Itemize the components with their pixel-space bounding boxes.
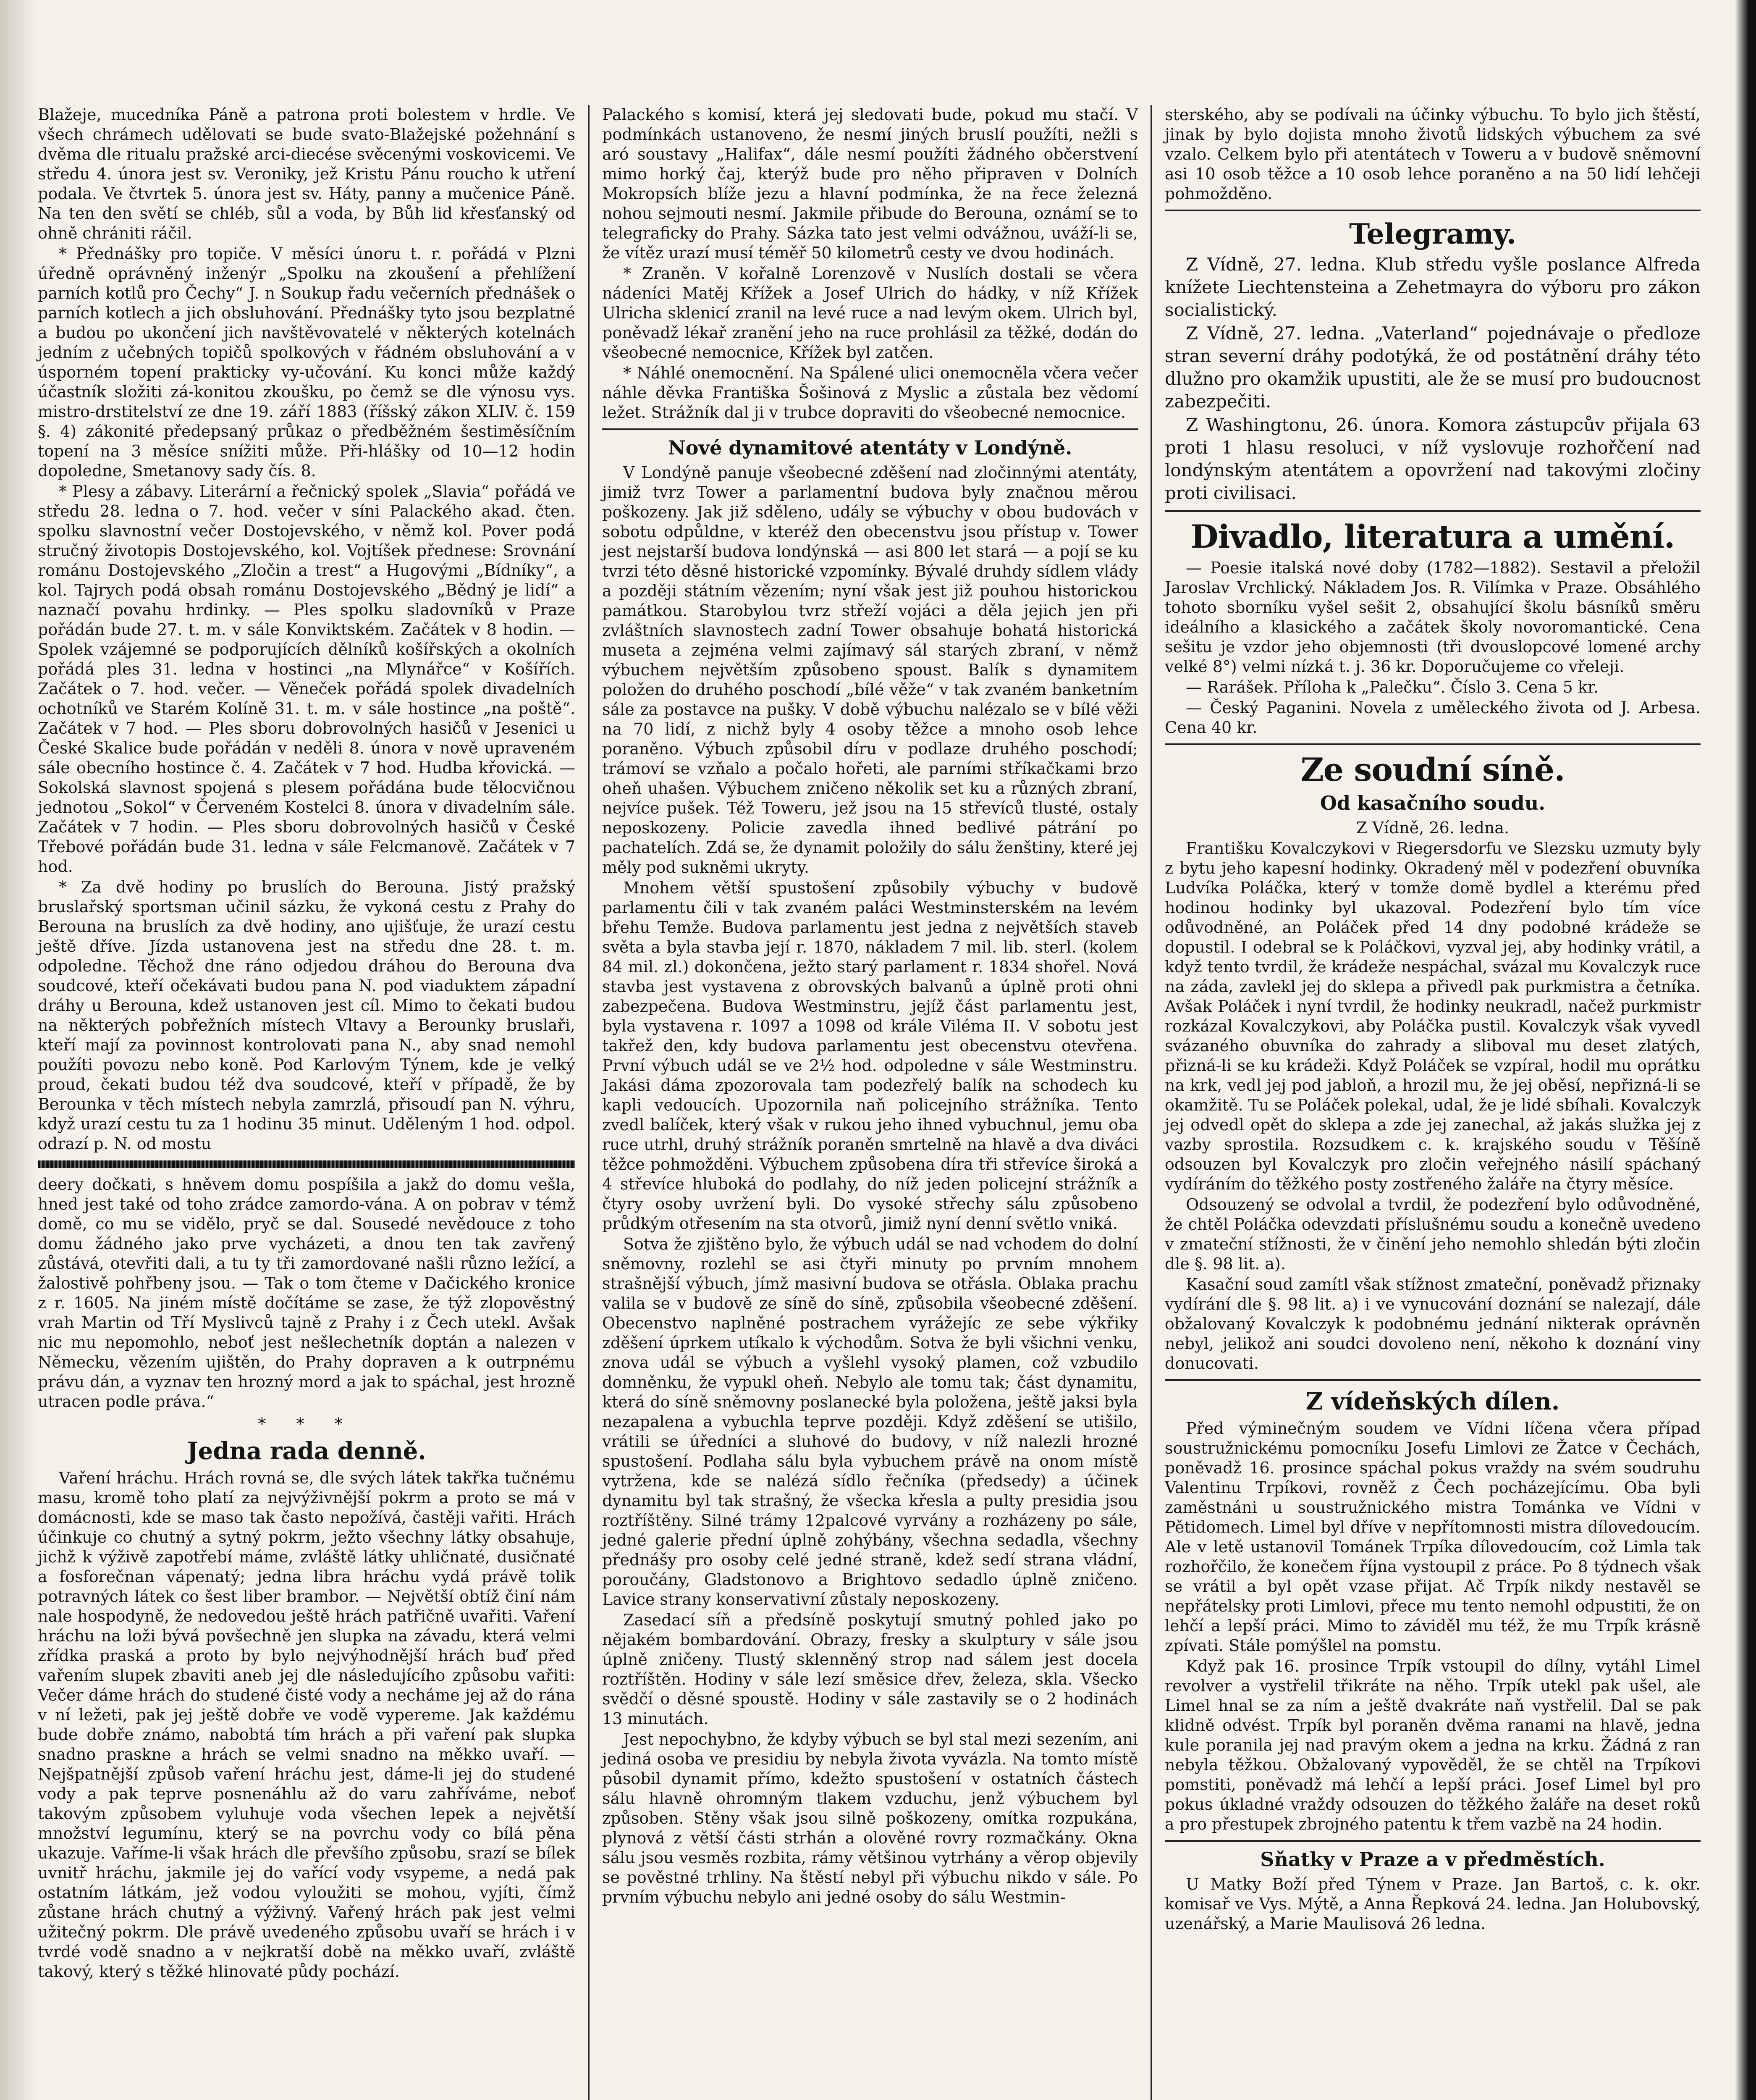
paragraph: Kasační soud zamítl však stížnost zmateční, poněvadž přiznaky vydírání dle §. 98 lit. a) i ve vynucování doznání se nalezají, dále obžalovaný Kovalczyk k podobnému jednání nikterak oprávněn nebyl, jelikož ani soudci dovoleno není, někoho k doznání viny donucovati. xyxy=(1165,1275,1701,1373)
paragraph: sterského, aby se podívali na účinky výbuchu. To bylo jich štěstí, jinak by bylo dojista mnoho životů lidských výbuchem za své vzalo. Celkem bylo při atentátech v Toweru a v budově sněmovní asi 10 osob těžce a 10 osob lehce poraněno a na 50 lidí lehčeji pohmožděno. xyxy=(1165,105,1701,203)
paragraph: — Rarášek. Příloha k „Palečku“. Číslo 3. Cena 5 kr. xyxy=(1186,678,1599,696)
section-rule xyxy=(1165,1379,1701,1381)
telegrams xyxy=(1165,253,1701,504)
section-subheading: Od kasačního soudu. xyxy=(1320,792,1546,814)
paragraph: Jest nepochybno, že kdyby výbuch se byl stal mezi sezením, ani jediná osoba ve presidiu by nebyla života vyvázla. Na tomto místě působil dynamit přímo, kdežto spustošení v ostatních částech sálu hlavně ohromným tlakem vzduchu, jenž výbuchem byl způsoben. Stěny však jsou silně poškozeny, omítka rozpukána, plynová z větší části strhán a olověné rovry rozmačkány. Okna sálu jsou vesměs rozbita, rámy většinou vytrhány a věrop objevily se pověstné trhliny. Na štěstí nebyl při výbuchu nikdo v sále. Po prvním výbuchu nebylo ani jedné osoby do sálu Westmin- xyxy=(602,1730,1138,1906)
paragraph: U Matky Boží před Týnem v Praze. Jan Bartoš, c. k. okr. komisař ve Vys. Mýtě, a Anna Řepková 24. ledna. Jan Holubovský, uzenářský, a Marie Maulisová 26 ledna. xyxy=(1165,1875,1701,1933)
column-1 xyxy=(25,105,588,2100)
section-heading: Ze soudní síně. xyxy=(1300,751,1565,788)
page-edge-right xyxy=(1735,0,1756,2100)
section-rule xyxy=(1165,1840,1701,1842)
paragraph: Odsouzený se odvolal a tvrdil, že podezření bylo odůvodněné, že chtěl Poláčka odevzdati příslušnému soudu a konečně uvedeno v zmateční stížnosti, že v činění jeho nemohlo shledán býti zločin dle §. 98 lit. a). xyxy=(1165,1195,1701,1273)
section-heading: Z vídeňských dílen. xyxy=(1305,1388,1560,1415)
paragraph: deery dočkati, s hněvem domu pospíšila a jakž do domu vešla, hned jest také od toho zrádce zamordo-vána. A on pobrav v témž domě, co mu se vidělo, pryč se dal. Sousedé nevědouce z toho domu žádného jako prve vycházeti, a dnou ten tak zavřený zůstává, otevřiti dali, a tu ty tři zamordované našli různo ležící, a žalostivě pohřbeny jsou. — Tak o tom čteme v Dačického kronice z r. 1605. Na jiném místě dočítáme se zase, že týž zlopověstný vrah Martin od Tří Myslivců tajně z Prahy i z Čech utekl. Avšak nic mu nepomohlo, neboť jest nešlechetník doptán a nalezen v Německu, vězením ujištěn, do Prahy dopraven a k outrpnému právu dán, a vyznav ten hrozný mord a jak to spáchal, jest hrozně utracen podle práva.“ xyxy=(38,1175,575,1411)
section-rule xyxy=(1165,510,1701,512)
paragraph: * Za dvě hodiny po bruslích do Berouna. Jistý pražský bruslařský sportsman učinil sázku, že vykoná cestu z Prahy do Berouna na bruslích za dvě hodiny, ano ujišťuje, že urazí cestu ještě dříve. Jízda ustanovena jest na středu dne 28. t. m. odpoledne. Těchož dne ráno odjedou dráhou do Berouna dva soudcové, kteří očekávati budou pana N. pod viaduktem západní dráhy u Berouna, kdež ustanoven jest cíl. Mimo to čekati budou na některých pobřežních místech Vltavy a Berounky bruslaři, kteří mají za povinnost kontrolovati pana N., aby snad nemohl použíti povozu nebo koně. Pod Karlovým Týnem, kde je velký proud, čekati budou též dva soudcové, kteří v případě, že by Berounka v těch místech nebyla zamrzlá, přisoudí pan N. výhru, když urazí cestu tu za 1 hodinu 35 minut. Uděleným 1 hod. odpol. odrazí p. N. od mostu xyxy=(38,878,575,1153)
paragraph: Vaření hráchu. Hrách rovná se, dle svých látek takřka tučnému masu, kromě toho platí za nejvýživnější pokrm a proto se má v domácnosti, kde se maso tak často nepožívá, častěji vařiti. Hrách účinkuje co chutný a sytný pokrm, ježto všechny látky obsahuje, jichž k výživě zapotřebí máme, zvláště látky uhličnaté, dusičnaté a fosforečnan vápenatý; jedna libra hráchu vydá právě tolik potravných látek co šest liber brambor. — Největší obtíž činí nám nale hospodyně, že nedovedou ještě hrách patřičně uvařiti. Vaření hráchu na loži bývá povšechně jen slupka na závadu, která velmi zřídka praská a proto by bylo nejvýhodnější hrách buď před vařením slupek zbaviti aneb jej dle následujícího způsobu vařiti: Večer dáme hrách do studené čisté vody a necháme jej až do rána v ní ležeti, pak jej ještě dobře ve vodě vypereme. Jak každému bude dobře známo, nabobtá tím hrách a při vaření pak slupka snadno praskne a hrách se velmi snadno na měkko uvaří. — Nejšpatnější způsob vaření hráchu jest, dáme-li jej do studené vody a pak teprve posnenáhlu až do varu zahříváme, neboť takovým způsobem vyluhuje voda všechen lepek a největší množství legumínu, který se na povrchu vody co bílá pěna ukazuje. Vaříme-li však hrách dle převšího způsobu, srazí se bílek uvnitř hráchu, jakmile jej do vařící vody vsypeme, a nedá pak ostatním látkám, jež vodou vyloužiti se mohou, vyjíti, čímž zůstane hrách chutný a výživný. Vařený hrách pak jest velmi užitečný pokrm. Dle právě uvedeného způsobu uvaří se hrách i v tvrdé vodě snadno a v nejkratší době na měkko uvaří, zvláště takový, který s těžké hlinovaté půdy pochází. xyxy=(38,1469,575,1981)
paragraph: V Londýně panuje všeobecné zděšení nad zločinnými atentáty, jimiž tvrz Tower a parlamentní budova byly značnou měrou poškozeny. Jak již sděleno, udály se výbuchy v obou budovách v sobotu odpůldne, v kteréž den obecenstvu jsou přístup v. Tower jest nejstarší budova londýnská — asi 800 let stará — a pojí se ku tvrzi této děsné historické vzpomínky. Bývalé druhdy sídlem vlády a později státním vězením; nyní však jest již pouhou historickou památkou. Starobylou tvrz střeží vojáci a děla jejich jen při zvláštních slavnostech zadní Tower obsahuje bohatá historická museta a zejména velmi zajímavý sál starých zbraní, v němž výbuchem největším způsobeno spoust. Balík s dynamitem položen do druhého poschodí „bílé věže“ v tak zvaném banketním sále za postavce na pušky. V době výbuchu nalézalo se v bílé věži na 70 lidí, z nichž byly 4 osoby těžce a mnoho osob lehce poraněno. Výbuch způsobil díru v podlaze druhého poschodí; trámoví se vzňalo a počalo hořeti, ale parními stříkačkami brzo oheň uhašen. Výbuchem zničeno několik set ku a různých zbraní, nejvíce pušek. Též Toweru, jež jsou na 15 střevíců tlusté, ostaly neposkozeny. Policie zavedla ihned bedlivé pátrání po pachatelích. Zdá se, že dynamit položily do sálu ženštiny, které jej měly pod sukněmi ukryty. xyxy=(602,463,1138,877)
paragraph: * Zraněn. V kořalně Lorenzově v Nuslích dostali se včera nádeníci Matěj Křížek a Josef Ulrich do hádky, v níž Křížek Ulricha sklenicí zranil na levé ruce a nad levým okem. Ulrich byl, poněvadž lékař zranění jeho na ruce prohlásil za těžké, dodán do všeobecné nemocnice, Křížek byl zatčen. xyxy=(602,264,1138,362)
section-rule xyxy=(602,428,1138,430)
telegram-item: Z Washingtonu, 26. února. Komora zástupcův přijala 63 proti 1 hlasu resoluci, v níž vyslovuje rozhořčení nad londýnským atentátem a opovržení nad takovými zločiny proti civilisaci. xyxy=(1165,415,1701,503)
paragraph: — Český Paganini. Novela z uměleckého života od J. Arbesa. Cena 40 kr. xyxy=(1165,698,1701,737)
section-rule xyxy=(38,1160,575,1168)
telegram-item: Z Vídně, 27. ledna. „Vaterland“ pojednávaje o předloze stran severní dráhy podotýká, že od postátnění dráhy této dlužno pro okamžik upustiti, ale že se musí pro budoucnost zabezpečiti. xyxy=(1165,323,1701,412)
paragraph: Františku Kovalczykovi v Riegersdorfu ve Slezsku uzmuty byly z bytu jeho kapesní hodinky. Okradený měl v podezření obuvníka Ludvíka Poláčka, který v tomže domě bydlel a kterému před hodinou hodinky byl ukazoval. Podezření bylo tím více odůvodněné, an Poláček před 14 dny podobné krádeže se dopustil. I odebral se k Poláčkovi, vyzval jej, aby hodinky vrátil, a když tento tvrdil, že krádeže nespáchal, svázal mu Kovalczyk ruce na záda, zavlekl jej do sklepa a přivedl pak purkmistra a četníka. Avšak Poláček i nyní tvrdil, že hodinky neukradl, načež purkmistr rozkázal Kovalczykovi, aby Poláčka pustil. Kovalczyk však vyvedl svázaného obuvníka do zahrady a sliboval mu deset zlatých, přizná-li se ku krádeži. Když Poláček se vzpíral, hodil mu oprátku na krk, vedl jej pod jabloň, a hrozil mu, že jej oběsí, nepřizná-li se okamžitě. Tu se Poláček polekal, udal, že je lidé sbíhali. Kovalczyk jej odvedl opět do sklepa a zde jej zanechal, až jakás služka jej z vazby sprostila. Rozsudkem c. k. krajského soudu v Těšíně odsouzen byl Kovalczyk pro zločin veřejného násilí spáchaný vydíráním do těžkého posty zostřeného žaláře na čtyry měsíce. xyxy=(1165,839,1701,1193)
section-rule xyxy=(1165,210,1701,211)
telegram-item: Z Vídně, 27. ledna. Klub středu vyšle poslance Alfreda knížete Liechtensteina a Zehetmayra do výboru pro zákon socialistický. xyxy=(1165,254,1701,320)
paragraph: Mnohem větší spustošení způsobily výbuchy v budově parlamentu čili v tak zvaném paláci Westminsterském na levém břehu Temže. Budova parlamentu jest jedna z největších staveb světa a byla stavba její r. 1870, nákladem 7 mil. lib. sterl. (kolem 84 mil. zl.) dokončena, ježto starý parlament r. 1834 shořel. Nová stavba jest vystavena z obrovských balvanů a úplně proti ohni zabezpečena. Budova Westminstru, jejíž část parlamentu jest, byla vystavena r. 1097 a 1098 od krále Viléma II. V sobotu jest takřež den, kdy budova parlamentu jest obecenstvu otevřena. První výbuch udál se ve 2½ hod. odpoledne v sále Westminstru. Jakási dáma zpozorovala tam podezřelý balík na schodech ku kapli vedoucích. Upozornila naň policejního strážníka. Tento zvedl balíček, který však v rukou jeho ihned vybuchnul, jemu oba ruce utrhl, druhý strážník poraněn smrtelně na hlavě a dva diváci těžce pohmožděni. Výbuchem způsobena díra tři střevíce široká a 4 střevíce hluboká do podlahy, do níž jeden policejní strážník a čtyry osoby uvržení byli. Do vysoké střechy sálu způsobeno průdkým otřesením na sta otvorů, jimiž nyní denní světlo vniká. xyxy=(602,879,1138,1233)
paragraph: Zasedací síň a předsíně poskytují smutný pohled jako po nějakém bombardování. Obrazy, fresky a skulptury v sále jsou úplně zničeny. Tlustý sklenněný strop nad sálem jest docela roztříštěn. Hodiny v sále lezí směsice dřev, železa, skla. Všecko svědčí o děsné spoustě. Hodiny v sále zastavily se o 2 hodinách 13 minutách. xyxy=(602,1611,1138,1728)
paragraph: Před výminečným soudem ve Vídni líčena včera případ soustružnickému pomocníku Josefu Limlovi ze Žatce v Čechách, poněvadž 16. prosince spáchal pokus vraždy na svém soudruhu Valentinu Trpíkovi, rovněž z Čech pocházejícímu. Oba byli zaměstnáni u soustružnického mistra Tománka ve Vídni v Pětidomech. Limel byl dříve v nepřítomnosti mistra dílovedoucím. Ale v letě ustanovil Tománek Trpíka dílovedoucím, což Limla tak rozhořčilo, že konečem října vystoupil z práce. Po 8 týdnech však se vrátil a byl opět vzase přijat. Ač Trpík nikdy nestavěl se nepřátelsky proti Limlovi, přece mu tento nemohl odpustiti, že on lehčí a lepší práci. Mimo to záviděl mu též, že mu Trpík krásně zpívati. Stále pomýšlel na pomstu. xyxy=(1165,1419,1701,1655)
column-2 xyxy=(588,105,1151,2100)
section-rule xyxy=(1165,743,1701,745)
paragraph: * Přednášky pro topiče. V měsíci únoru t. r. pořádá v Plzni úředně oprávněný inženýr „Spolku na zkoušení a přehlížení parních kotlů pro Čechy“ J. n Soukup řadu večerních přednášek o parních kotlech a jich obsluhování. Přednášky tyto jsou bezplatné a budou po ukončení jich navštěvovatelé v některých kotelnách jedním z učebných topičů spolkových v řádném obsluhování a v úsporném topení prakticky vy-učování. Ku konci může každý účastník složiti zá-konitou zkoušku, po čemž se dle výnosu vys. mistro-drstitelství ze dne 19. září 1883 (říšský zákon XLIV. č. 159 §. 4) zákonité předepsaný průkaz o předběžném šestiměsíčním topení na 3 měsíce snížiti může. Při-hlášky od 10—12 hodin dopoledne, Smetanovy sady čís. 8. xyxy=(38,244,575,480)
paragraph: Když pak 16. prosince Trpík vstoupil do dílny, vytáhl Limel revolver a vystřelil třikráte na něho. Trpík utekl pak ušel, ale Limel hnal se za ním a ještě dvakráte naň vystřelil. Dal se pak klidně odvést. Trpík byl poraněn dvěma ranami na hlavě, jedna kule poranila jej nad pravým okem a jedna na krku. Žádná z ran nebyla těžkou. Obžalovaný vypověděl, že se chtěl na Trpíkovi pomstiti, poněvadž má lehčí a lepší práci. Josef Limel byl pro pokus úkladné vraždy odsouzen do těžkého žaláře na deset roků a pro přestupek zbrojného patentu k třem vazbě na 24 hodin. xyxy=(1165,1657,1701,1833)
paragraph: Sotva že zjištěno bylo, že výbuch udál se nad vchodem do dolní sněmovny, rozlehl se asi čtyři minuty po prvním mnohem strašnější výbuch, jímž masivní budova se otřásla. Oblaka prachu valila se v budově ze síně do síně, způsobila všeobecné zděšení. Obecenstvo naplněné postrachem vyrážejíc ze sebe výkřiky zděšení úprkem utíkalo k východům. Sotva že byli všichni venku, znova udál se výbuch a vyšlehl vysoký plamen, což vzbudilo domněnku, že vypukl oheň. Nebylo ale tomu tak; část dynamitu, která do síně sněmovny poslanecké byla položena, ještě jaksi byla nezapalena a vybuchla teprve později. Když zděšení se utišilo, vrátili se úředníci a sluhové do budovy, v níž nalezli hrozné spustošení. Podlaha sálu byla vybuchem právě na onom místě vytržena, kde se nalézá sídlo řečníka (předsedy) a účinek dynamitu byl tak strašný, že všecka křesla a pulty presidia jsou roztříštěny. Silné trámy 12palcové vyrvány a rozházeny po sále, jedné galerie přední úplně zohýbány, všechna sedadla, všechny přednášy pro osoby celé jedné straně, kdež sedí strana vládní, poroučány, Gladstonovo a Brightovo sedadlo úplně zničeno. Lavice strany konservativní zůstaly neposkozeny. xyxy=(602,1235,1138,1609)
section-heading: Sňatky v Praze a v předměstích. xyxy=(1260,1848,1605,1871)
dateline: Z Vídně, 26. ledna. xyxy=(1356,819,1510,837)
paragraph: * Náhlé onemocnění. Na Spálené ulici onemocněla včera večer náhle děvka Františka Šošinová z Myslic a zůstala bez vědomí ležet. Strážník dal ji v trubce dopraviti do všeobecné nemocnice. xyxy=(602,364,1138,422)
columns xyxy=(25,105,1731,2100)
paragraph: Blažeje, mucedníka Páně a patrona proti bolestem v hrdle. Ve všech chrámech udělovati se bude svato-Blažejské požehnání s dvěma dle ritualu pražské arci-diecése svěcenými voskovicemi. Ve středu 4. února jest sv. Veroniky, jež Kristu Pánu roucho k utření podala. Ve čtvrtek 5. února jest sv. Háty, panny a mučenice Páně. Na ten den světí se chléb, sůl a voda, by Bůh lid křesťanský od ohně chrániti ráčil. xyxy=(38,105,575,242)
section-heading: Divadlo, literatura a umění. xyxy=(1190,518,1675,555)
section-heading: Jedna rada denně. xyxy=(187,1437,426,1465)
section-stars: * * * xyxy=(258,1415,355,1433)
column-3 xyxy=(1151,105,1713,2100)
section-heading: Nové dynamitové atentáty v Londýně. xyxy=(668,436,1072,459)
paragraph: — Poesie italská nové doby (1782—1882). Sestavil a přeložil Jaroslav Vrchlický. Nákladem Jos. R. Vilímka v Praze. Obsáhlého tohoto sborníku vyšel sešit 2, obsahující školu básníků směru ideálního a klasického a začátek školy novoromantické. Cena sešitu je vzdor jeho objemnosti (tři dvouslopcové lomené archy velké 8°) velmi nízká t. j. 36 kr. Doporučujeme co vřeleji. xyxy=(1165,559,1701,676)
section-heading: Telegramy. xyxy=(1349,218,1516,250)
paragraph: Palackého s komisí, která jej sledovati bude, pokud mu stačí. V podmínkách ustanoveno, že nesmí jiných bruslí použíti, nežli s aró soustavy „Halifax“, dále nesmí použíti žádného občerstvení mimo horký čaj, kterýž bude pro něho připraven v Dolních Mokropsích blíže jezu a hlavní podmínka, že na řece železná nohou sejmouti nesmí. Jakmile přibude do Berouna, oznámí se to telegraficky do Prahy. Sázka tato jest velmi odvážnou, uváží-li se, že vítěz urazí musí téměř 50 kilometrů cesty ve dvou hodinách. xyxy=(602,105,1138,262)
paragraph: * Plesy a zábavy. Literární a řečnický spolek „Slavia“ pořádá ve středu 28. ledna o 7. hod. večer v síni Palackého akad. čten. spolku slavnostní večer Dostojevského, v němž kol. Pover podá stručný životopis Dostojevského, kol. Vojtíšek přednese: Srovnání románu Dostojevského „Zločin a trest“ a Hugovými „Bídníky“, a kol. Tajrych podá obsah románu Dostojevského „Bědný je lidí“ a naznačí povahu hrdinky. — Ples spolku sladovníků v Praze pořádán bude 27. t. m. v sále Konviktském. Začátek v 8 hodin. — Spolek vzájemné se podporujících dělníků košířských a okolních pořádá ples 31. ledna v hostinci „na Mlynářce“ v Košířích. Začátek o 7. hod. večer. — Věneček pořádá spolek divadelních ochotníků ve Starém Kolíně 31. t. m. v sále hostince „na poště“. Začátek v 7 hod. — Ples sboru dobrovolných hasičů v Jesenici u České Skalice bude pořádán v neděli 8. února v nově upraveném sále obecního hostince č. 4. Začátek v 7 hod. Hudba křovická. — Sokolská slavnost spojená s plesem pořádána bude tělocvičnou jednotou „Sokol“ v Červeném Kostelci 8. února v divadelním sále. Začátek v 7 hodin. — Ples sboru dobrovolných hasičů v České Třebové pořádán bude 31. ledna v sále Felcmanově. Začátek v 7 hod. xyxy=(38,482,575,876)
